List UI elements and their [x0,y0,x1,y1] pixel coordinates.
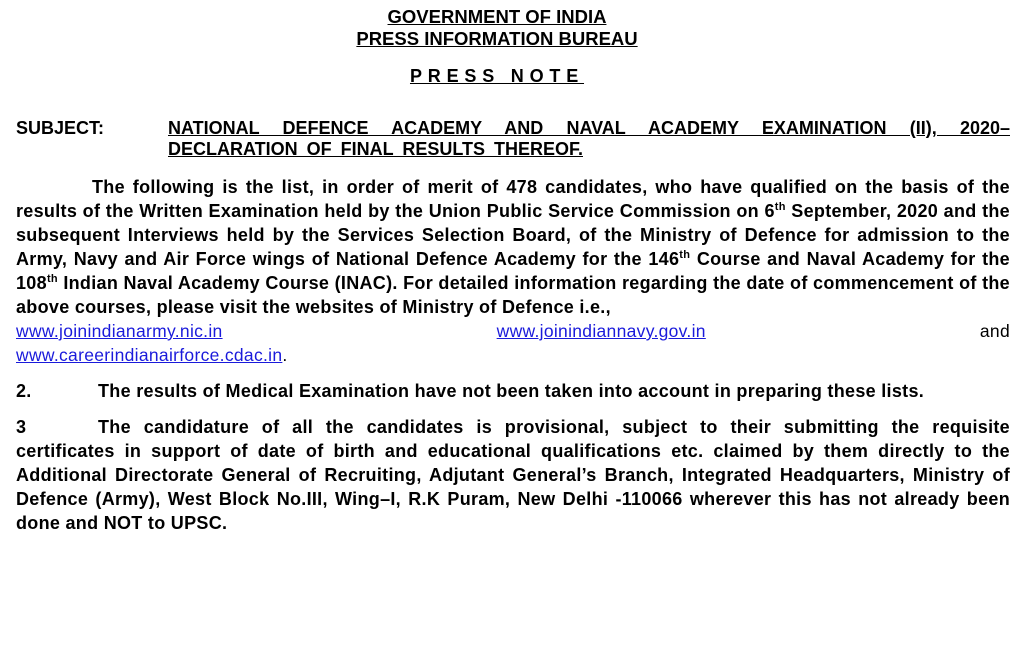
press-note-page [16,6,1010,535]
website-links-row-2 [16,343,1010,367]
link-army-website[interactable]: www.joinindianarmy.nic.in [16,321,223,341]
paragraph-3 [16,415,1010,535]
subject-text: NATIONAL DEFENCE ACADEMY AND NAVAL ACADEMY EXAMINATION (II), 2020–DECLARATION OF FINAL RESULTS THEREOF. [168,118,1010,159]
paragraph-2-text: The results of Medical Examination have not been taken into account in preparing these lists. [98,381,925,401]
para1-sup-2: th [679,249,691,261]
links-and-word: and [979,321,1010,341]
paragraph-1 [16,175,1010,319]
link-airforce-website[interactable]: www.careerindianairforce.cdac.in [16,345,283,365]
paragraph-2 [16,379,1010,403]
para1-text-3: Course and Naval Academy for the 108 [16,249,1010,293]
website-links-row [16,319,1010,343]
paragraph-2-number: 2. [16,381,32,401]
para1-text-2: September, 2020 and the subsequent Interviews held by the Services Selection Board, of the Ministry of Defence for admission to the Army, Navy and Air Force wings of National Defence Academy for the 146 [16,201,1010,269]
para1-sup-3: th [46,273,58,285]
link-navy-website[interactable]: www.joinindiannavy.gov.in [496,321,706,341]
paragraph-3-text: The candidature of all the candidates is provisional, subject to their submitting the requisite certificates in support of date of birth and educational qualifications etc. claimed by them directly to the Additional Directorate General of Recruiting, Adjutant General’s Branch, Integrated Headquarters, Ministry of Defence (Army), West Block No.III, Wing–I, R.K Puram, New Delhi -110066 wherever this has not already been done and NOT to UPSC. [16,417,1010,533]
subject-label: SUBJECT: [16,118,105,138]
header-government: GOVERNMENT OF INDIA [387,6,607,27]
press-note-title: PRESS NOTE [409,66,585,86]
links-period: . [282,345,288,365]
paragraph-3-number: 3 [16,417,27,437]
para1-sup-1: th [774,201,786,213]
para1-text-1: The following is the list, in order of merit of 478 candidates, who have qualified on the basis of the results of the Written Examination held by the Union Public Service Commission on 6 [16,177,1010,221]
para1-text-4: Indian Naval Academy Course (INAC). For detailed information regarding the date of commencement of the above courses, please visit the websites of Ministry of Defence i.e., [16,273,1010,317]
document-header [0,6,1010,50]
header-bureau: PRESS INFORMATION BUREAU [356,28,638,49]
subject-row [16,118,1010,159]
